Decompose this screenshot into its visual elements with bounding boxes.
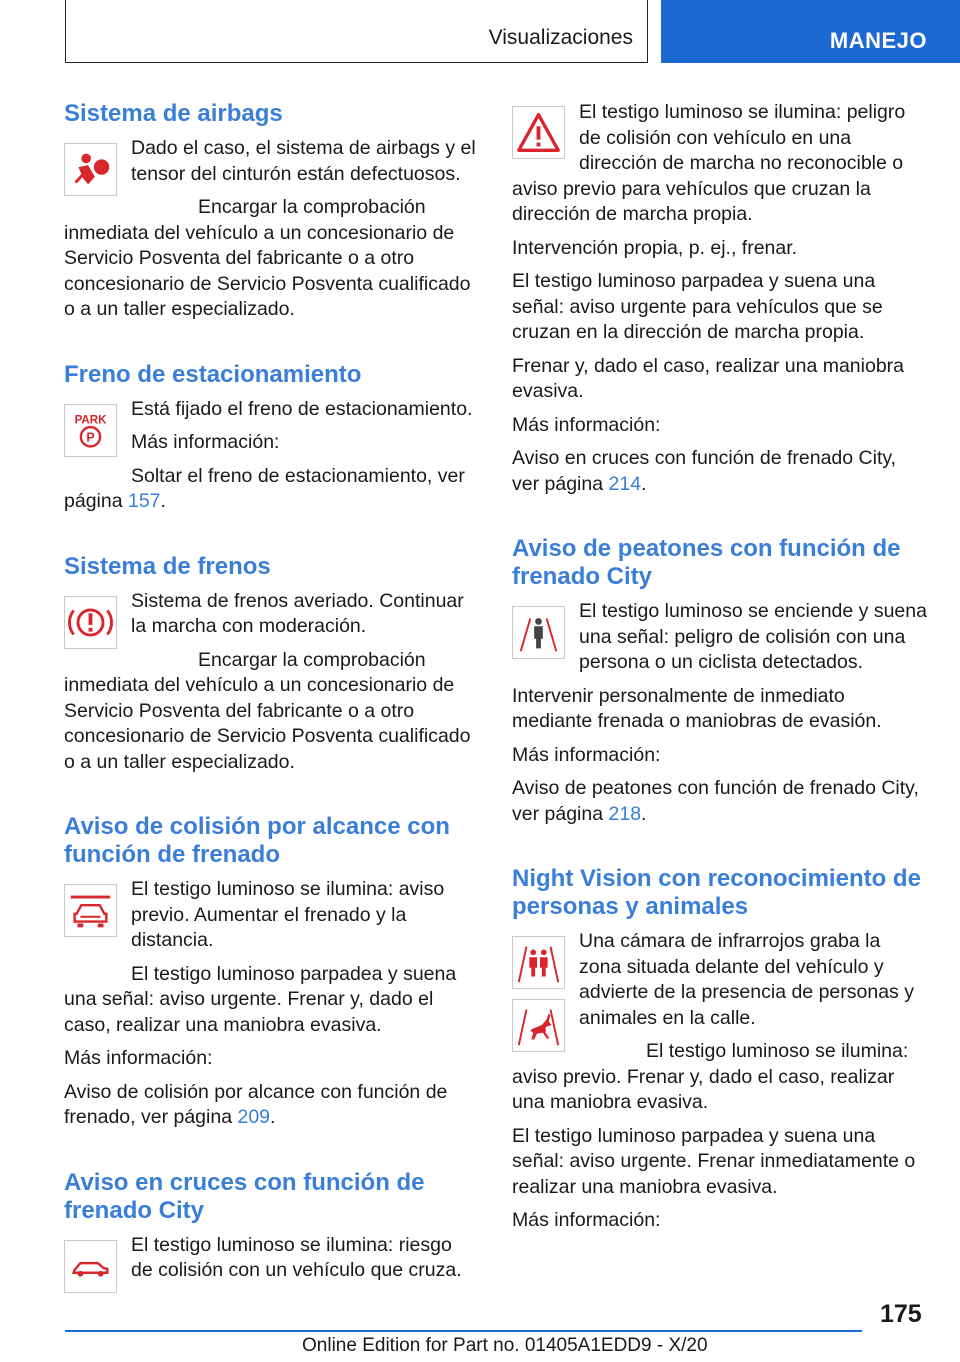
rear-collision-p4: Aviso de colisión por alcance con función de frenado, ver página 209. <box>64 1080 448 1128</box>
crossing-cont-p6: Aviso en cruces con función de frenado City, ver página 214. <box>512 447 897 495</box>
airbag-warning-icon <box>64 143 117 196</box>
pedestrians-p1: El testigo luminoso se enciende y suena una señal: peligro de colisión con una persona o un ciclista detectados. <box>579 600 927 673</box>
night-vision-p3: El testigo luminoso parpadea y suena una señal: aviso urgente. Frenar inmediatamente o realizar una maniobra evasiva. <box>512 1124 916 1198</box>
header-section-box <box>65 0 648 63</box>
chapter-tab <box>661 0 960 63</box>
night-vision-persons-icon <box>512 936 565 989</box>
page-link-214[interactable]: 214 <box>608 472 642 495</box>
brakes-p2: Encargar la comprobación inmediata del vehículo a un concesionario de Servicio Posventa del fabricante o a otro concesionario de Servicio Posventa cualificado o a un taller especializado. <box>64 648 471 773</box>
heading-night-vision: Night Vision con reconocimiento de personas y animales <box>512 865 921 920</box>
rear-collision-icon <box>64 884 117 937</box>
rear-collision-p1: El testigo luminoso se ilumina: aviso previo. Aumentar el frenado y la distancia. <box>131 878 445 951</box>
section-pedestrians <box>512 535 928 835</box>
parking-brake-p1: Está fijado el freno de estacionamiento. <box>131 397 473 420</box>
section-brakes <box>64 553 476 784</box>
heading-pedestrians: Aviso de peatones con función de frenado City <box>512 535 901 590</box>
heading-crossing-city: Aviso en cruces con función de frenado City <box>64 1168 425 1224</box>
brakes-p1: Sistema de frenos averiado. Continuar la marcha con moderación. <box>131 589 464 637</box>
page-number: 175 <box>880 1300 922 1328</box>
svg-text:PARK: PARK <box>74 413 107 426</box>
night-vision-p4: Más información: <box>512 1209 661 1231</box>
night-vision-p1: Una cámara de infrarrojos graba la zona situada delante del vehículo y advierte de la presencia de personas y animales en la calle. <box>579 930 914 1029</box>
footer-divider <box>65 1330 862 1332</box>
night-vision-animal-icon <box>512 999 565 1052</box>
section-crossing-city <box>64 1169 476 1299</box>
rear-collision-p3: Más información: <box>64 1047 213 1069</box>
night-vision-p2: El testigo luminoso se ilumina: aviso previo. Frenar y, dado el caso, realizar una maniobra evasiva. <box>512 1040 909 1113</box>
section-title: Visualizaciones <box>488 26 633 49</box>
section-crossing-cont <box>512 100 928 505</box>
heading-airbags: Sistema de airbags <box>64 100 283 127</box>
pedestrians-p4: Aviso de peatones con función de frenado City, ver página 218. <box>512 777 919 825</box>
right-column <box>512 100 928 1272</box>
crossing-city-p1: El testigo luminoso se ilumina: riesgo de colisión con un vehículo que cruza. <box>131 1233 462 1281</box>
section-rear-collision <box>64 813 476 1139</box>
crossing-cont-p5: Más información: <box>512 413 661 436</box>
pedestrians-p3: Más información: <box>512 743 661 766</box>
section-airbags <box>64 100 476 331</box>
brake-warning-icon <box>64 596 117 649</box>
pedestrians-p2: Intervenir personalmente de inmediato mediante frenada o maniobras de evasión. <box>512 684 882 732</box>
heading-rear-collision: Aviso de colisión por alcance con función de frenado <box>64 813 450 868</box>
heading-brakes: Sistema de frenos <box>64 552 271 580</box>
parking-brake-p3: Soltar el freno de estacionamiento, ver página 157. <box>64 464 465 512</box>
svg-text:P: P <box>86 430 95 445</box>
heading-parking-brake: Freno de estacionamiento <box>64 360 362 388</box>
left-column <box>64 100 476 1329</box>
crossing-cont-p1: El testigo luminoso se ilumina: peligro de colisión con vehículo en una dirección de marcha no reconocible o aviso previo para vehículos que cruzan la dirección de marcha propia. <box>512 101 906 225</box>
chapter-title: MANEJO <box>829 28 927 53</box>
pedestrian-icon <box>512 606 565 659</box>
warning-triangle-icon <box>512 106 565 159</box>
page-link-218[interactable]: 218 <box>608 802 642 825</box>
rear-collision-p2: El testigo luminoso parpadea y suena una señal: aviso urgente. Frenar y, dado el caso, realizar una maniobra evasiva. <box>64 962 457 1036</box>
airbags-p1: Dado el caso, el sistema de airbags y el tensor del cinturón están defectuosos. <box>131 137 476 185</box>
crossing-cont-p4: Frenar y, dado el caso, realizar una maniobra evasiva. <box>512 354 905 402</box>
parking-brake-p2: Más información: <box>131 431 280 453</box>
park-brake-icon <box>64 404 117 457</box>
edition-text: Online Edition for Part no. 01405A1EDD9 - X/20 <box>302 1335 708 1356</box>
crossing-cont-p3: El testigo luminoso parpadea y suena una señal: aviso urgente para vehículos que se cruzan en la dirección de marcha propia. <box>512 270 883 343</box>
crossing-car-icon <box>64 1240 117 1293</box>
section-night-vision <box>512 865 928 1242</box>
page-link-209[interactable]: 209 <box>237 1106 271 1128</box>
airbags-p2: Encargar la comprobación inmediata del vehículo a un concesionario de Servicio Posventa del fabricante o a otro concesionario de Servicio Posventa cualificado o a un taller especializado. <box>64 196 471 320</box>
page-link-157[interactable]: 157 <box>127 490 161 512</box>
section-parking-brake <box>64 361 476 523</box>
crossing-cont-p2: Intervención propia, p. ej., frenar. <box>512 236 798 259</box>
